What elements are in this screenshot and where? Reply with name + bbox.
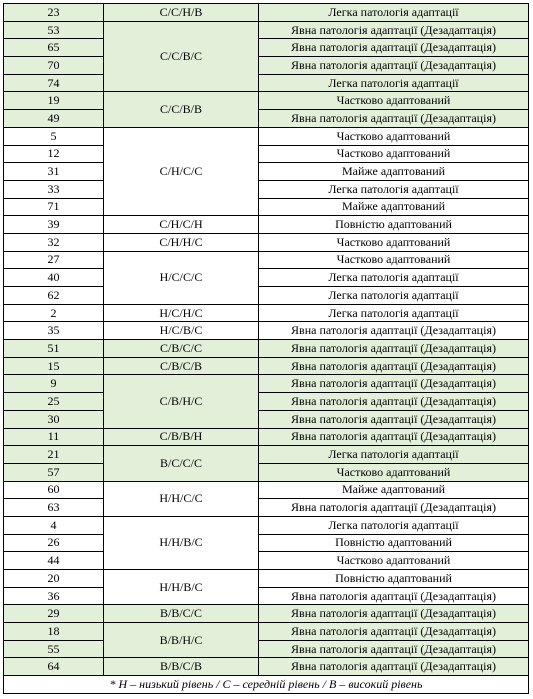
adaptation-result-cell: Легка патологія адаптації — [259, 74, 529, 92]
respondent-id-cell: 4 — [4, 516, 104, 534]
adaptation-result-cell: Повністю адаптований — [259, 534, 529, 552]
adaptation-result-cell: Явна патологія адаптації (Дезадаптація) — [259, 658, 529, 676]
table-row — [4, 304, 529, 322]
respondent-id-cell: 2 — [4, 304, 104, 322]
adaptation-result-cell: Явна патологія адаптації (Дезадаптація) — [259, 640, 529, 658]
table-row — [4, 375, 529, 393]
level-code-cell: В/В/С/В — [104, 658, 259, 676]
table-row — [4, 623, 529, 641]
respondent-id-cell: 40 — [4, 269, 104, 287]
level-code-cell: Н/С/Н/С — [104, 304, 259, 322]
level-code-cell: Н/Н/В/С — [104, 570, 259, 605]
table-row — [4, 640, 529, 658]
table-row — [4, 428, 529, 446]
adaptation-result-cell: Частково адаптований — [259, 145, 529, 163]
respondent-id-cell: 25 — [4, 393, 104, 411]
table-row — [4, 251, 529, 269]
level-code-cell: Н/С/С/С — [104, 251, 259, 304]
table-row — [4, 110, 529, 128]
table-row — [4, 145, 529, 163]
table-row — [4, 287, 529, 305]
adaptation-result-cell: Частково адаптований — [259, 127, 529, 145]
table-row — [4, 393, 529, 411]
table-row — [4, 39, 529, 57]
table-row — [4, 481, 529, 499]
table-row — [4, 516, 529, 534]
adaptation-result-cell: Повністю адаптований — [259, 570, 529, 588]
table-body — [4, 4, 529, 676]
adaptation-result-cell: Легка патологія адаптації — [259, 287, 529, 305]
table-row — [4, 357, 529, 375]
level-code-cell: С/В/С/В — [104, 357, 259, 375]
level-code-cell: С/С/В/С — [104, 21, 259, 92]
adaptation-result-cell: Явна патологія адаптації (Дезадаптація) — [259, 57, 529, 75]
respondent-id-cell: 12 — [4, 145, 104, 163]
respondent-id-cell: 60 — [4, 481, 104, 499]
adaptation-result-cell: Явна патологія адаптації (Дезадаптація) — [259, 499, 529, 517]
footnote-row — [4, 676, 529, 694]
adaptation-result-cell: Явна патологія адаптації (Дезадаптація) — [259, 357, 529, 375]
respondent-id-cell: 35 — [4, 322, 104, 340]
level-code-cell: В/В/С/С — [104, 605, 259, 623]
table-row — [4, 21, 529, 39]
table-row — [4, 534, 529, 552]
adaptation-result-cell: Майже адаптований — [259, 198, 529, 216]
table-row — [4, 658, 529, 676]
respondent-id-cell: 27 — [4, 251, 104, 269]
respondent-id-cell: 21 — [4, 446, 104, 464]
respondent-id-cell: 29 — [4, 605, 104, 623]
table-row — [4, 92, 529, 110]
level-code-cell: Н/С/В/С — [104, 322, 259, 340]
respondent-id-cell: 55 — [4, 640, 104, 658]
respondent-id-cell: 20 — [4, 570, 104, 588]
level-code-cell: С/С/Н/В — [104, 4, 259, 22]
adaptation-result-cell: Легка патологія адаптації — [259, 269, 529, 287]
adaptation-result-cell: Явна патологія адаптації (Дезадаптація) — [259, 21, 529, 39]
adaptation-result-cell: Частково адаптований — [259, 92, 529, 110]
table-row — [4, 605, 529, 623]
respondent-id-cell: 32 — [4, 233, 104, 251]
adaptation-table — [3, 3, 529, 694]
table-row — [4, 180, 529, 198]
table-row — [4, 410, 529, 428]
adaptation-result-cell: Явна патологія адаптації (Дезадаптація) — [259, 340, 529, 358]
level-code-cell: С/В/В/Н — [104, 428, 259, 446]
adaptation-result-cell: Легка патологія адаптації — [259, 4, 529, 22]
level-code-cell: С/В/Н/С — [104, 375, 259, 428]
level-code-cell: С/Н/С/С — [104, 127, 259, 215]
table-row — [4, 587, 529, 605]
table-row — [4, 446, 529, 464]
adaptation-result-cell: Явна патологія адаптації (Дезадаптація) — [259, 39, 529, 57]
adaptation-result-cell: Майже адаптований — [259, 163, 529, 181]
table-row — [4, 269, 529, 287]
level-code-cell: С/В/С/С — [104, 340, 259, 358]
respondent-id-cell: 31 — [4, 163, 104, 181]
table-row — [4, 340, 529, 358]
adaptation-result-cell: Частково адаптований — [259, 233, 529, 251]
level-code-cell: Н/Н/В/С — [104, 516, 259, 569]
table-row — [4, 570, 529, 588]
respondent-id-cell: 33 — [4, 180, 104, 198]
respondent-id-cell: 18 — [4, 623, 104, 641]
adaptation-result-cell: Повністю адаптований — [259, 216, 529, 234]
respondent-id-cell: 65 — [4, 39, 104, 57]
adaptation-result-cell: Явна патологія адаптації (Дезадаптація) — [259, 375, 529, 393]
adaptation-result-cell: Частково адаптований — [259, 251, 529, 269]
table-row — [4, 4, 529, 22]
level-code-cell: В/В/Н/С — [104, 623, 259, 658]
table-row — [4, 499, 529, 517]
table-row — [4, 233, 529, 251]
table-row — [4, 216, 529, 234]
adaptation-result-cell: Явна патологія адаптації (Дезадаптація) — [259, 110, 529, 128]
table-row — [4, 74, 529, 92]
table-row — [4, 163, 529, 181]
footnote: * Н – низький рівень / С – середній рівень / В – високий рівень — [4, 676, 529, 694]
respondent-id-cell: 23 — [4, 4, 104, 22]
adaptation-result-cell: Легка патологія адаптації — [259, 516, 529, 534]
respondent-id-cell: 5 — [4, 127, 104, 145]
level-code-cell: С/Н/С/Н — [104, 216, 259, 234]
adaptation-result-cell: Явна патологія адаптації (Дезадаптація) — [259, 322, 529, 340]
respondent-id-cell: 63 — [4, 499, 104, 517]
adaptation-result-cell: Явна патологія адаптації (Дезадаптація) — [259, 410, 529, 428]
respondent-id-cell: 30 — [4, 410, 104, 428]
level-code-cell: С/Н/Н/С — [104, 233, 259, 251]
adaptation-result-cell: Легка патологія адаптації — [259, 304, 529, 322]
respondent-id-cell: 19 — [4, 92, 104, 110]
respondent-id-cell: 36 — [4, 587, 104, 605]
table-row — [4, 463, 529, 481]
adaptation-result-cell: Явна патологія адаптації (Дезадаптація) — [259, 428, 529, 446]
respondent-id-cell: 26 — [4, 534, 104, 552]
respondent-id-cell: 70 — [4, 57, 104, 75]
adaptation-result-cell: Явна патологія адаптації (Дезадаптація) — [259, 623, 529, 641]
table-row — [4, 198, 529, 216]
respondent-id-cell: 64 — [4, 658, 104, 676]
adaptation-result-cell: Частково адаптований — [259, 552, 529, 570]
level-code-cell: В/С/С/С — [104, 446, 259, 481]
adaptation-result-cell: Легка патологія адаптації — [259, 180, 529, 198]
adaptation-result-cell: Явна патологія адаптації (Дезадаптація) — [259, 605, 529, 623]
table-row — [4, 322, 529, 340]
respondent-id-cell: 15 — [4, 357, 104, 375]
respondent-id-cell: 71 — [4, 198, 104, 216]
respondent-id-cell: 49 — [4, 110, 104, 128]
adaptation-result-cell: Частково адаптований — [259, 463, 529, 481]
adaptation-result-cell: Легка патологія адаптації — [259, 446, 529, 464]
respondent-id-cell: 51 — [4, 340, 104, 358]
respondent-id-cell: 57 — [4, 463, 104, 481]
respondent-id-cell: 53 — [4, 21, 104, 39]
level-code-cell: С/С/В/В — [104, 92, 259, 127]
adaptation-result-cell: Майже адаптований — [259, 481, 529, 499]
table-row — [4, 552, 529, 570]
table-row — [4, 57, 529, 75]
respondent-id-cell: 9 — [4, 375, 104, 393]
respondent-id-cell: 62 — [4, 287, 104, 305]
level-code-cell: Н/Н/С/С — [104, 481, 259, 516]
table-row — [4, 127, 529, 145]
adaptation-result-cell: Явна патологія адаптації (Дезадаптація) — [259, 587, 529, 605]
respondent-id-cell: 44 — [4, 552, 104, 570]
respondent-id-cell: 11 — [4, 428, 104, 446]
respondent-id-cell: 39 — [4, 216, 104, 234]
respondent-id-cell: 74 — [4, 74, 104, 92]
adaptation-result-cell: Явна патологія адаптації (Дезадаптація) — [259, 393, 529, 411]
